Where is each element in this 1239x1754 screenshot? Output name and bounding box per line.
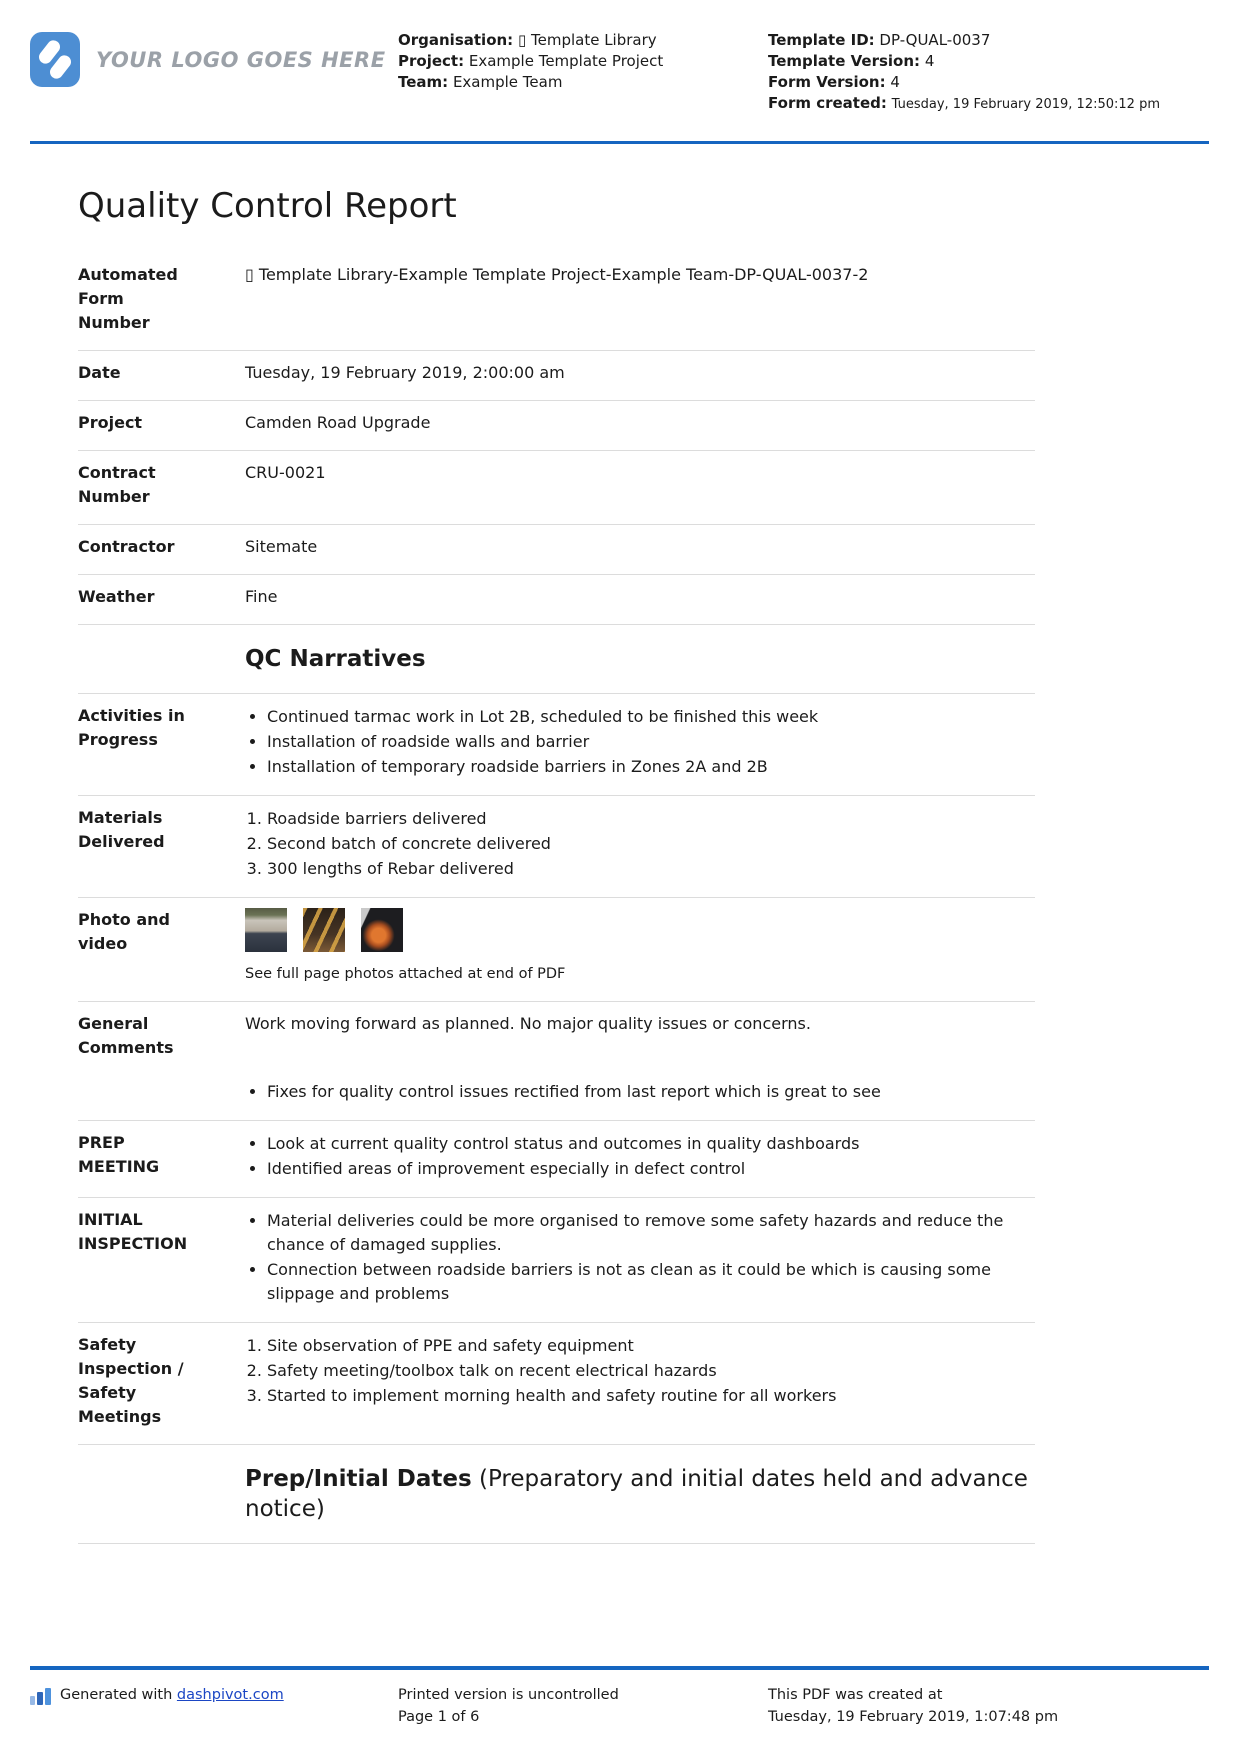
logo-mark-icon	[30, 32, 80, 87]
field-value	[245, 1012, 1035, 1105]
field-row-initial-inspection	[78, 1198, 1035, 1323]
company-logo	[30, 30, 398, 87]
list-item: • Material deliveries could be more organised to remove some safety hazards and reduce the chance of damaged supplies.	[267, 1209, 1035, 1257]
footer-generated	[30, 1684, 398, 1728]
road-surface-photo	[245, 908, 287, 952]
field-value: CRU-0021	[245, 462, 326, 482]
list-item: 1. Site observation of PPE and safety equipment	[267, 1334, 1035, 1358]
template-id-label: Template ID:	[768, 31, 875, 49]
field-row-contract-number	[78, 451, 1035, 525]
heading-bold: Prep/Initial Dates	[245, 1465, 472, 1492]
list-item: 3. 300 lengths of Rebar delivered	[267, 857, 1035, 881]
form-created-line	[768, 93, 1209, 115]
field-row-weather	[78, 575, 1035, 625]
project-label: Project:	[398, 52, 465, 70]
field-row-materials-delivered	[78, 796, 1035, 898]
field-value	[245, 704, 1035, 780]
field-row-safety-inspection	[78, 1323, 1035, 1445]
initial-inspection-list	[245, 1209, 1035, 1306]
page-footer	[0, 1666, 1239, 1754]
list-item: • Installation of temporary roadside barriers in Zones 2A and 2B	[267, 755, 1035, 779]
form-created-value: Tuesday, 19 February 2019, 12:50:12 pm	[891, 97, 1160, 112]
list-item: 2. Safety meeting/toolbox talk on recent electrical hazards	[267, 1359, 1035, 1383]
dashpivot-bars-icon	[30, 1684, 51, 1705]
report-body	[0, 144, 1239, 1544]
field-label: PREP MEETING	[78, 1132, 160, 1176]
prep-initial-dates-heading	[245, 1464, 1035, 1524]
organisation-line	[398, 30, 768, 51]
field-label: Activities in Progress	[78, 705, 185, 749]
photo-thumbnails	[245, 908, 1035, 952]
footer-created	[768, 1684, 1209, 1728]
template-version-line	[768, 51, 1209, 72]
field-label: Date	[78, 362, 121, 382]
field-row-photo-and-video	[78, 898, 1035, 1002]
field-value: ▯ Template Library-Example Template Project-Example Team-DP-QUAL-0037-2	[245, 264, 869, 284]
logo-placeholder-text: YOUR LOGO GOES HERE	[96, 47, 386, 72]
template-version-label: Template Version:	[768, 52, 921, 70]
pdf-created-label: This PDF was created at	[768, 1687, 943, 1703]
field-row-date	[78, 351, 1035, 401]
field-value	[245, 1131, 1035, 1182]
form-created-label: Form created:	[768, 94, 887, 112]
project-line	[398, 51, 768, 72]
list-item: • Look at current quality control status and outcomes in quality dashboards	[267, 1132, 1035, 1156]
field-value	[245, 908, 1035, 986]
list-item: • Installation of roadside walls and barrier	[267, 730, 1035, 754]
photo-caption: See full page photos attached at end of PDF	[245, 965, 566, 982]
field-row-contractor	[78, 525, 1035, 575]
field-label: Materials Delivered	[78, 807, 165, 851]
template-version-value: 4	[924, 52, 935, 70]
field-label: Weather	[78, 586, 155, 606]
list-item: • Continued tarmac work in Lot 2B, scheduled to be finished this week	[267, 705, 1035, 729]
list-item: 1. Roadside barriers delivered	[267, 807, 1035, 831]
field-label: Project	[78, 412, 143, 432]
worker-hivis-photo	[361, 908, 403, 952]
field-value	[245, 806, 1035, 882]
formwork-barrier-photo	[303, 908, 345, 952]
field-label: General Comments	[78, 1013, 174, 1057]
form-version-label: Form Version:	[768, 73, 886, 91]
template-id-value: DP-QUAL-0037	[879, 31, 991, 49]
list-item: 2. Second batch of concrete delivered	[267, 832, 1035, 856]
field-label: Automated Form Number	[78, 264, 178, 332]
header-meta-left	[398, 30, 768, 93]
field-label: Contractor	[78, 536, 175, 556]
field-row-activities-in-progress	[78, 694, 1035, 796]
materials-list	[245, 807, 1035, 881]
field-value	[245, 1208, 1035, 1307]
list-item: • Identified areas of improvement especially in defect control	[267, 1157, 1035, 1181]
field-value	[245, 1333, 1035, 1429]
dashpivot-link[interactable]: dashpivot.com	[176, 1687, 284, 1703]
generated-with-text	[60, 1684, 284, 1706]
qc-narratives-heading: QC Narratives	[245, 645, 426, 672]
page-title: Quality Control Report	[78, 186, 457, 226]
field-row-prep-meeting	[78, 1121, 1035, 1198]
header-meta-right	[768, 30, 1209, 115]
heading-subtitle: (Preparatory and initial dates held and advance notice)	[245, 1465, 1028, 1522]
organisation-label: Organisation:	[398, 31, 514, 49]
general-comments-list	[245, 1080, 1035, 1104]
field-value: Sitemate	[245, 536, 318, 556]
activities-list	[245, 705, 1035, 779]
prep-meeting-list	[245, 1132, 1035, 1181]
footer-columns	[0, 1670, 1239, 1728]
generated-prefix: Generated with	[60, 1687, 177, 1703]
field-value: Camden Road Upgrade	[245, 412, 431, 432]
field-value: Tuesday, 19 February 2019, 2:00:00 am	[245, 362, 565, 382]
list-item: 3. Started to implement morning health and safety routine for all workers	[267, 1384, 1035, 1408]
list-item: • Connection between roadside barriers is not as clean as it could be which is causing some slippage and problems	[267, 1258, 1035, 1306]
page-header	[0, 0, 1239, 115]
field-row-automated-form-number	[78, 253, 1035, 351]
field-label: Photo and video	[78, 909, 170, 953]
footer-printed	[398, 1684, 768, 1728]
safety-list	[245, 1334, 1035, 1408]
qc-narratives-heading-row	[78, 625, 1035, 694]
form-version-value: 4	[890, 73, 900, 91]
organisation-value: ▯ Template Library	[517, 31, 657, 49]
page-number: Page 1 of 6	[398, 1709, 480, 1725]
prep-initial-dates-heading-row	[78, 1445, 1035, 1544]
team-label: Team:	[398, 73, 449, 91]
team-value: Example Team	[452, 73, 563, 91]
printed-version-text: Printed version is uncontrolled	[398, 1687, 619, 1703]
field-label: INITIAL INSPECTION	[78, 1209, 188, 1253]
field-label: Safety Inspection / Safety Meetings	[78, 1334, 184, 1426]
project-value: Example Template Project	[468, 52, 664, 70]
list-item: • Fixes for quality control issues rectified from last report which is great to see	[267, 1080, 1035, 1104]
field-value: Fine	[245, 586, 278, 606]
form-version-line	[768, 72, 1209, 93]
template-id-line	[768, 30, 1209, 51]
general-comments-text: Work moving forward as planned. No major quality issues or concerns.	[245, 1013, 811, 1033]
field-row-project	[78, 401, 1035, 451]
field-row-general-comments	[78, 1002, 1035, 1121]
pdf-created-timestamp: Tuesday, 19 February 2019, 1:07:48 pm	[768, 1709, 1059, 1725]
team-line	[398, 72, 768, 93]
field-label: Contract Number	[78, 462, 156, 506]
